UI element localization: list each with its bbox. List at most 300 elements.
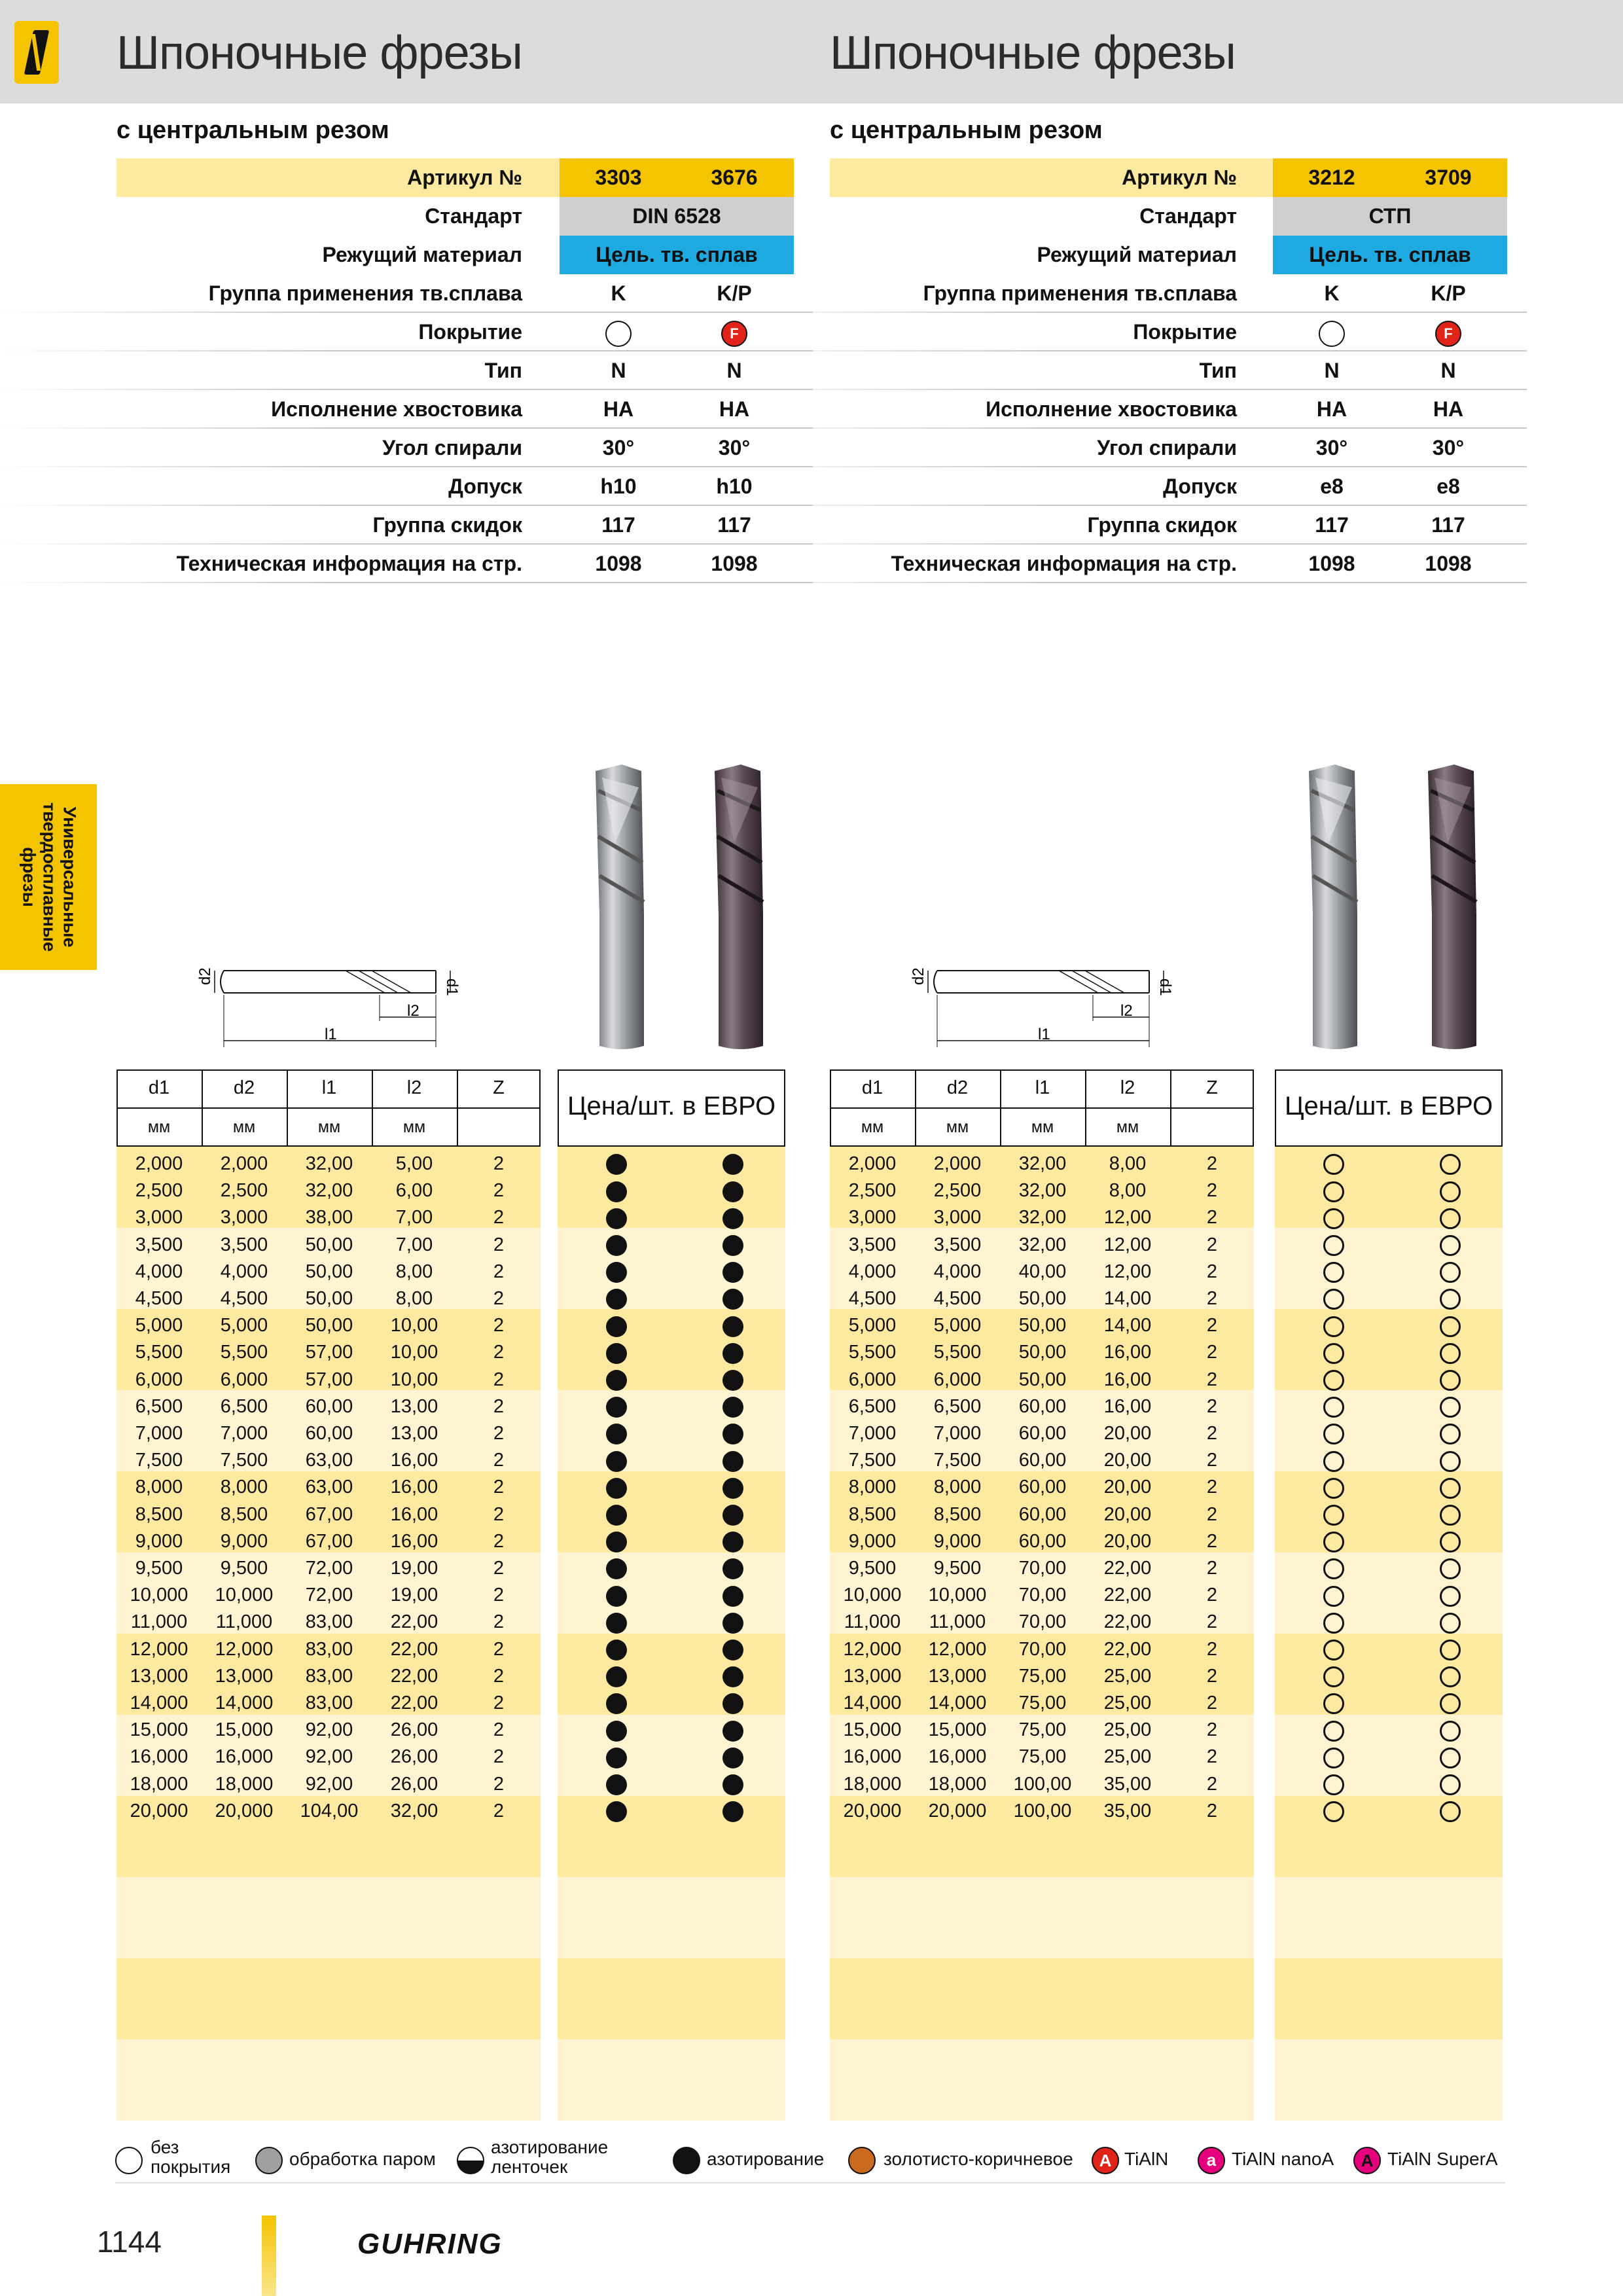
left-discount-a: 117 (601, 513, 635, 537)
price-row (1275, 1259, 1503, 1285)
table-cell: 6,000 (135, 1369, 183, 1390)
price-row (1275, 1420, 1503, 1447)
price-row (1275, 1339, 1503, 1366)
table-cell: 9,000 (933, 1530, 982, 1552)
header-rule (830, 1107, 1254, 1109)
in-stock-dot-icon (722, 1774, 743, 1795)
left-col-1: d2 (233, 1077, 255, 1098)
legend-tialn-super: TiAlN SuperA (1387, 2149, 1498, 2169)
table-cell: 7,500 (135, 1450, 183, 1471)
on-request-circle-icon (1440, 1397, 1461, 1418)
table-cell: 20,000 (215, 1800, 274, 1821)
table-cell: 63,00 (305, 1477, 353, 1498)
table-row (830, 1744, 1254, 1770)
table-cell: 60,00 (305, 1395, 353, 1417)
on-request-circle-icon (1440, 1505, 1461, 1526)
table-row (116, 1420, 541, 1447)
in-stock-dot-icon (606, 1532, 627, 1552)
left-shank-b: HA (719, 397, 750, 421)
table-cell: 16,00 (390, 1503, 438, 1525)
in-stock-dot-icon (606, 1262, 627, 1283)
label-d2-right: d2 (910, 967, 927, 985)
table-cell: 11,000 (929, 1611, 986, 1633)
table-row (116, 1259, 541, 1285)
table-cell: 22,00 (390, 1693, 438, 1713)
table-cell: 2 (493, 1693, 505, 1713)
table-row (830, 1555, 1254, 1582)
table-cell: 7,500 (848, 1450, 897, 1471)
left-spec-label: Стандарт (425, 204, 522, 228)
table-cell: 9,500 (848, 1558, 897, 1579)
in-stock-dot-icon (722, 1666, 743, 1687)
left-standard: DIN 6528 (632, 204, 721, 228)
table-cell: 2 (1206, 1477, 1218, 1498)
table-cell: 2,000 (220, 1153, 268, 1174)
table-cell: 60,00 (1018, 1395, 1067, 1417)
table-cell: 2 (1206, 1423, 1218, 1444)
on-request-circle-icon (1323, 1208, 1344, 1229)
availability-cell (694, 1420, 772, 1447)
on-request-circle-icon (1440, 1289, 1461, 1310)
table-cell: 12,00 (1103, 1234, 1152, 1255)
table-cell: 15,000 (843, 1719, 902, 1741)
table-row (116, 1501, 541, 1528)
availability-cell (694, 1393, 772, 1420)
availability-cell (577, 1717, 656, 1744)
table-cell: 2 (1206, 1450, 1218, 1471)
right-material: Цель. тв. сплав (1309, 243, 1471, 266)
availability-cell (1411, 1393, 1489, 1420)
price-row (1275, 1771, 1503, 1798)
table-cell: 7,00 (395, 1234, 433, 1255)
table-cell: 11,000 (215, 1611, 273, 1633)
on-request-circle-icon (1323, 1397, 1344, 1418)
table-cell: 20,000 (130, 1800, 188, 1821)
table-cell: 16,00 (1103, 1395, 1152, 1417)
left-row-band (116, 2039, 541, 2121)
left-tolerance-b: h10 (716, 475, 753, 498)
availability-cell (577, 1285, 656, 1312)
availability-cell (1411, 1151, 1489, 1177)
table-row (116, 1555, 541, 1582)
in-stock-dot-icon (722, 1532, 743, 1552)
table-cell: 50,00 (1018, 1288, 1067, 1309)
availability-cell (694, 1259, 772, 1285)
table-cell: 20,00 (1103, 1530, 1152, 1552)
price-row (558, 1501, 785, 1528)
table-cell: 60,00 (305, 1423, 353, 1444)
in-stock-dot-icon (606, 1478, 627, 1499)
right-spec-label: Режущий материал (1037, 243, 1237, 266)
right-price-header: Цена/шт. в ЕВРО (1284, 1092, 1493, 1121)
left-type-a: N (611, 359, 626, 382)
table-cell: 18,000 (928, 1773, 987, 1795)
left-helix-a: 30° (602, 436, 635, 459)
table-row (116, 1177, 541, 1204)
price-row (1275, 1744, 1503, 1770)
availability-cell (577, 1367, 656, 1393)
left-spec-label: Исполнение хвостовика (271, 397, 522, 421)
on-request-circle-icon (1323, 1289, 1344, 1310)
label-l1: l1 (325, 1026, 337, 1043)
left-unit-0: мм (147, 1118, 171, 1136)
availability-cell (1411, 1582, 1489, 1609)
table-cell: 2 (493, 1558, 505, 1579)
table-cell: 92,00 (305, 1719, 353, 1741)
in-stock-dot-icon (722, 1424, 743, 1444)
table-cell: 9,000 (848, 1530, 897, 1552)
on-request-circle-icon (1440, 1478, 1461, 1499)
on-request-circle-icon (1323, 1235, 1344, 1256)
right-group-a: K (1324, 281, 1340, 305)
in-stock-dot-icon (606, 1748, 627, 1768)
in-stock-dot-icon (606, 1613, 627, 1634)
on-request-circle-icon (1440, 1370, 1461, 1391)
table-cell: 10,00 (390, 1315, 438, 1336)
left-material: Цель. тв. сплав (596, 243, 758, 266)
table-cell: 2 (493, 1342, 505, 1363)
in-stock-dot-icon (722, 1693, 743, 1714)
table-cell: 12,000 (928, 1638, 987, 1660)
legend-nitride: азотирование (707, 2149, 825, 2169)
availability-cell (694, 1339, 772, 1366)
table-cell: 2 (493, 1369, 505, 1390)
availability-cell (1294, 1528, 1373, 1555)
price-row (1275, 1177, 1503, 1204)
table-cell: 8,000 (848, 1477, 897, 1498)
table-cell: 7,500 (933, 1450, 982, 1471)
availability-cell (577, 1393, 656, 1420)
availability-cell (694, 1609, 772, 1636)
on-request-circle-icon (1440, 1208, 1461, 1229)
left-spec-label: Группа скидок (372, 513, 522, 537)
on-request-circle-icon (1440, 1262, 1461, 1283)
table-cell: 32,00 (305, 1180, 353, 1202)
on-request-circle-icon (1323, 1586, 1344, 1607)
on-request-circle-icon (1323, 1640, 1344, 1660)
price-row (1275, 1717, 1503, 1744)
table-cell: 2 (493, 1207, 505, 1229)
table-row (116, 1232, 541, 1259)
on-request-circle-icon (1323, 1478, 1344, 1499)
availability-cell (577, 1798, 656, 1825)
steam-treatment-icon (255, 2147, 283, 2174)
availability-cell (1294, 1663, 1373, 1690)
table-row (116, 1690, 541, 1717)
price-row (1275, 1393, 1503, 1420)
on-request-circle-icon (1440, 1451, 1461, 1472)
table-cell: 2 (1206, 1369, 1218, 1390)
table-cell: 5,000 (933, 1315, 982, 1336)
uncoated-icon (115, 2147, 143, 2174)
table-cell: 60,00 (1018, 1477, 1067, 1498)
availability-cell (694, 1717, 772, 1744)
table-cell: 100,00 (1013, 1773, 1072, 1795)
left-unit-2: мм (317, 1118, 341, 1136)
left-shank-a: HA (603, 397, 634, 421)
table-cell: 8,00 (395, 1288, 433, 1309)
right-col-3: l2 (1120, 1077, 1135, 1098)
right-coating-a (1273, 313, 1391, 351)
in-stock-dot-icon (722, 1289, 743, 1310)
table-row (830, 1636, 1254, 1663)
table-row (116, 1312, 541, 1339)
on-request-circle-icon (1440, 1774, 1461, 1795)
price-row (1275, 1204, 1503, 1231)
table-cell: 57,00 (305, 1369, 353, 1390)
table-row (116, 1151, 541, 1177)
table-cell: 32,00 (1018, 1207, 1067, 1229)
on-request-circle-icon (1440, 1693, 1461, 1714)
table-cell: 2 (1206, 1288, 1218, 1309)
right-row-band (830, 1877, 1254, 1958)
table-cell: 8,000 (135, 1477, 183, 1498)
table-cell: 70,00 (1018, 1585, 1067, 1606)
on-request-circle-icon (1440, 1154, 1461, 1175)
price-row (558, 1232, 785, 1259)
table-cell: 2 (1206, 1153, 1218, 1174)
table-cell: 5,500 (135, 1342, 183, 1363)
table-row (830, 1663, 1254, 1690)
in-stock-dot-icon (722, 1262, 743, 1283)
left-discount-b: 117 (717, 513, 751, 537)
table-cell: 16,00 (1103, 1342, 1152, 1363)
availability-cell (1294, 1151, 1373, 1177)
table-cell: 32,00 (390, 1800, 438, 1821)
footer-accent-bar (262, 2215, 276, 2296)
table-cell: 7,00 (395, 1207, 433, 1229)
table-cell: 100,00 (1013, 1800, 1072, 1821)
table-cell: 25,00 (1103, 1719, 1152, 1741)
table-cell: 60,00 (1018, 1530, 1067, 1552)
table-cell: 75,00 (1018, 1746, 1067, 1768)
on-request-circle-icon (1323, 1666, 1344, 1687)
table-row (116, 1528, 541, 1555)
in-stock-dot-icon (722, 1397, 743, 1418)
dimension-drawing-left (175, 929, 483, 1060)
on-request-circle-icon (1440, 1424, 1461, 1444)
price-row (558, 1367, 785, 1393)
table-row (830, 1717, 1254, 1744)
price-row (558, 1259, 785, 1285)
price-row (558, 1528, 785, 1555)
table-cell: 2 (493, 1450, 505, 1471)
price-row (558, 1609, 785, 1636)
availability-cell (1294, 1636, 1373, 1663)
table-row (116, 1393, 541, 1420)
left-price-band (558, 2039, 785, 2121)
price-row (1275, 1555, 1503, 1582)
on-request-circle-icon (1323, 1424, 1344, 1444)
availability-cell (577, 1177, 656, 1204)
table-row (116, 1609, 541, 1636)
table-cell: 2 (493, 1638, 505, 1660)
left-article-a: 3303 (595, 166, 642, 189)
left-price-band (558, 1958, 785, 2039)
availability-cell (1411, 1744, 1489, 1770)
on-request-circle-icon (1440, 1316, 1461, 1337)
right-price-band (1275, 2039, 1503, 2121)
table-cell: 4,500 (220, 1288, 268, 1309)
right-article-a: 3212 (1308, 166, 1355, 189)
in-stock-dot-icon (606, 1666, 627, 1687)
table-cell: 8,500 (135, 1503, 183, 1525)
table-cell: 2 (1206, 1315, 1218, 1336)
table-cell: 2 (1206, 1693, 1218, 1713)
availability-cell (577, 1609, 656, 1636)
table-cell: 50,00 (1018, 1315, 1067, 1336)
availability-cell (1411, 1285, 1489, 1312)
left-spec-label: Техническая информация на стр. (176, 552, 522, 575)
table-cell: 67,00 (305, 1530, 353, 1552)
drill-logo-icon (14, 21, 59, 84)
availability-cell (1411, 1690, 1489, 1717)
availability-cell (1411, 1771, 1489, 1798)
availability-cell (694, 1582, 772, 1609)
in-stock-dot-icon (606, 1586, 627, 1607)
left-row-band (116, 1877, 541, 1958)
right-col-2: l1 (1035, 1077, 1050, 1098)
table-cell: 2 (493, 1180, 505, 1202)
right-spec-label: Допуск (1163, 475, 1237, 498)
table-cell: 2 (1206, 1611, 1218, 1633)
tialn-super-icon: A (1353, 2147, 1381, 2174)
table-cell: 8,500 (933, 1503, 982, 1525)
right-type-a: N (1324, 359, 1340, 382)
table-cell: 12,000 (130, 1638, 188, 1660)
table-cell: 6,000 (220, 1369, 268, 1390)
price-row (558, 1798, 785, 1825)
availability-cell (577, 1690, 656, 1717)
table-cell: 20,000 (843, 1800, 902, 1821)
table-cell: 22,00 (1103, 1638, 1152, 1660)
availability-cell (1411, 1528, 1489, 1555)
header-rule (116, 1107, 541, 1109)
table-row (830, 1151, 1254, 1177)
in-stock-dot-icon (722, 1235, 743, 1256)
table-cell: 14,000 (215, 1693, 274, 1713)
table-cell: 19,00 (390, 1558, 438, 1579)
on-request-circle-icon (1440, 1235, 1461, 1256)
availability-cell (1294, 1339, 1373, 1366)
right-shank-a: HA (1316, 397, 1347, 421)
table-row (830, 1393, 1254, 1420)
brand-logo: GUHRING (357, 2228, 503, 2260)
table-cell: 5,000 (135, 1315, 183, 1336)
on-request-circle-icon (1323, 1181, 1344, 1202)
label-d2: d2 (196, 967, 214, 985)
legend-steam: обработка паром (289, 2149, 436, 2169)
table-cell: 8,500 (848, 1503, 897, 1525)
price-row (558, 1420, 785, 1447)
in-stock-dot-icon (606, 1693, 627, 1714)
right-spec-label: Техническая информация на стр. (891, 552, 1237, 575)
table-cell: 2 (1206, 1234, 1218, 1255)
availability-cell (577, 1420, 656, 1447)
price-row (1275, 1663, 1503, 1690)
on-request-circle-icon (1323, 1613, 1344, 1634)
left-spec-label: Артикул № (407, 166, 522, 189)
table-cell: 2 (1206, 1395, 1218, 1417)
left-group-b: K/P (717, 281, 752, 305)
availability-cell (694, 1744, 772, 1770)
on-request-circle-icon (1440, 1666, 1461, 1687)
table-cell: 75,00 (1018, 1693, 1067, 1713)
table-cell: 8,000 (220, 1477, 268, 1498)
table-cell: 6,500 (848, 1395, 897, 1417)
table-cell: 22,00 (390, 1611, 438, 1633)
table-cell: 22,00 (390, 1665, 438, 1687)
table-cell: 8,00 (1109, 1153, 1147, 1174)
table-cell: 16,000 (130, 1746, 188, 1768)
price-row (558, 1582, 785, 1609)
on-request-circle-icon (1323, 1558, 1344, 1579)
availability-cell (1294, 1690, 1373, 1717)
table-cell: 20,00 (1103, 1503, 1152, 1525)
table-cell: 26,00 (390, 1773, 438, 1795)
table-row (116, 1582, 541, 1609)
price-row (1275, 1312, 1503, 1339)
availability-cell (577, 1204, 656, 1231)
table-cell: 11,000 (130, 1611, 188, 1633)
right-tech_page-b: 1098 (1425, 552, 1472, 575)
table-cell: 4,500 (135, 1288, 183, 1309)
in-stock-dot-icon (606, 1370, 627, 1391)
availability-cell (694, 1204, 772, 1231)
table-cell: 14,00 (1103, 1288, 1152, 1309)
in-stock-dot-icon (606, 1181, 627, 1202)
on-request-circle-icon (1440, 1586, 1461, 1607)
table-row (830, 1339, 1254, 1366)
on-request-circle-icon (1323, 1748, 1344, 1768)
table-row (116, 1474, 541, 1501)
right-article-b: 3709 (1425, 166, 1472, 189)
in-stock-dot-icon (722, 1640, 743, 1660)
right-discount-b: 117 (1431, 513, 1465, 537)
table-cell: 22,00 (390, 1638, 438, 1660)
availability-cell (1411, 1232, 1489, 1259)
right-spec-label: Покрытие (1133, 320, 1237, 344)
right-spec-label: Группа скидок (1087, 513, 1237, 537)
table-cell: 13,000 (843, 1665, 902, 1687)
left-col-4: Z (493, 1077, 505, 1098)
in-stock-dot-icon (722, 1181, 743, 1202)
table-cell: 12,00 (1103, 1261, 1152, 1282)
right-helix-a: 30° (1315, 436, 1348, 459)
availability-cell (1411, 1447, 1489, 1474)
table-cell: 72,00 (305, 1558, 353, 1579)
table-cell: 3,500 (933, 1234, 982, 1255)
table-cell: 2 (493, 1234, 505, 1255)
table-cell: 6,000 (848, 1369, 897, 1390)
legend-gold: золотисто-коричневое (883, 2149, 1073, 2169)
table-cell: 12,00 (1103, 1207, 1152, 1229)
price-row (1275, 1528, 1503, 1555)
coating-f-icon: F (1435, 321, 1461, 347)
availability-cell (1411, 1555, 1489, 1582)
table-cell: 2 (1206, 1530, 1218, 1552)
table-cell: 8,500 (220, 1503, 268, 1525)
in-stock-dot-icon (606, 1721, 627, 1742)
availability-cell (694, 1555, 772, 1582)
table-cell: 2,500 (848, 1180, 897, 1202)
availability-cell (577, 1663, 656, 1690)
availability-cell (1294, 1798, 1373, 1825)
price-row (558, 1393, 785, 1420)
subtitle-right: с центральным резом (830, 117, 1103, 144)
availability-cell (1294, 1312, 1373, 1339)
left-spec-label: Тип (484, 359, 522, 382)
